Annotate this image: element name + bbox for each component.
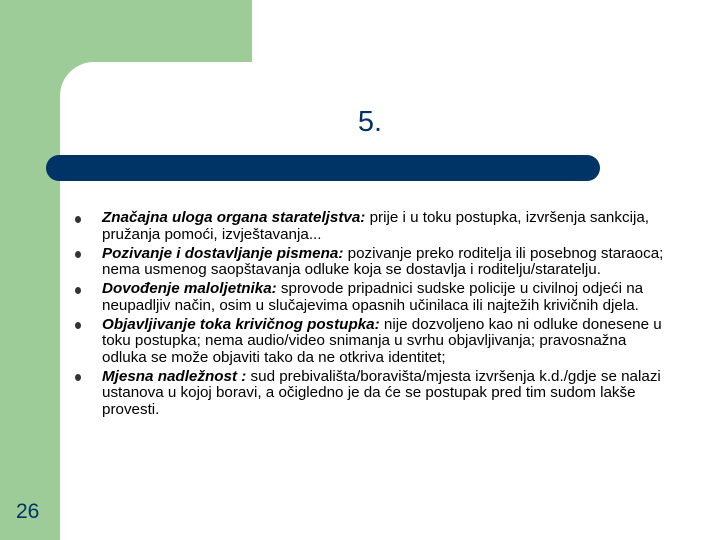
bullet-dot-icon	[75, 322, 81, 329]
bullet-item	[75, 317, 675, 367]
bullet-text: sud prebivališta/boravišta/mjesta izvršenja k.d./gdje se nalazi ustanova u kojoj boravi, a očigledno je da će se postupak pred tim sudom lakše provesti.	[102, 367, 661, 418]
bullet-item	[75, 210, 675, 243]
decorative-left-strip	[0, 0, 60, 540]
bullet-text: sprovode pripadnici sudske policije u civilnoj odjeći na neupadljiv način, osim u slučajevima opasnih učinilaca ili najtežih krivičnih djela.	[102, 280, 644, 314]
bullet-list	[75, 210, 675, 421]
bullet-term: Objavljivanje toka krivičnog postupka:	[102, 315, 380, 333]
bullet-term: Pozivanje i dostavljanje pismena:	[102, 244, 344, 262]
bullet-text: nije dozvoljeno kao ni odluke donesene u toku postupka; nema audio/video snimanja u svrhu objavljivanja; pravosnažna odluka se može objaviti tako da ne otkriva identitet;	[102, 315, 662, 366]
bullet-term: Značajna uloga organa starateljstva:	[102, 209, 366, 226]
bullet-item	[75, 281, 675, 314]
bullet-dot-icon	[75, 216, 81, 223]
slide-title: 5.	[357, 106, 383, 138]
bullet-item	[75, 246, 675, 279]
bullet-dot-icon	[75, 251, 81, 258]
slide-number: 26	[16, 500, 40, 523]
bullet-text: pozivanje preko roditelja ili posebnog staraoca; nema usmenog saopštavanja odluke koja se dostavlja i roditelju/staratelju.	[102, 244, 664, 278]
bullet-term: Mjesna nadležnost :	[102, 367, 247, 385]
bullet-text: prije i u toku postupka, izvršenja sankcija, pružanja pomoći, izvještavanja...	[102, 209, 649, 243]
bullet-item	[75, 369, 675, 419]
title-underline-bar	[46, 155, 600, 181]
bullet-term: Dovođenje maloljetnika:	[102, 280, 277, 297]
bullet-dot-icon	[75, 374, 81, 381]
bullet-dot-icon	[75, 287, 81, 294]
